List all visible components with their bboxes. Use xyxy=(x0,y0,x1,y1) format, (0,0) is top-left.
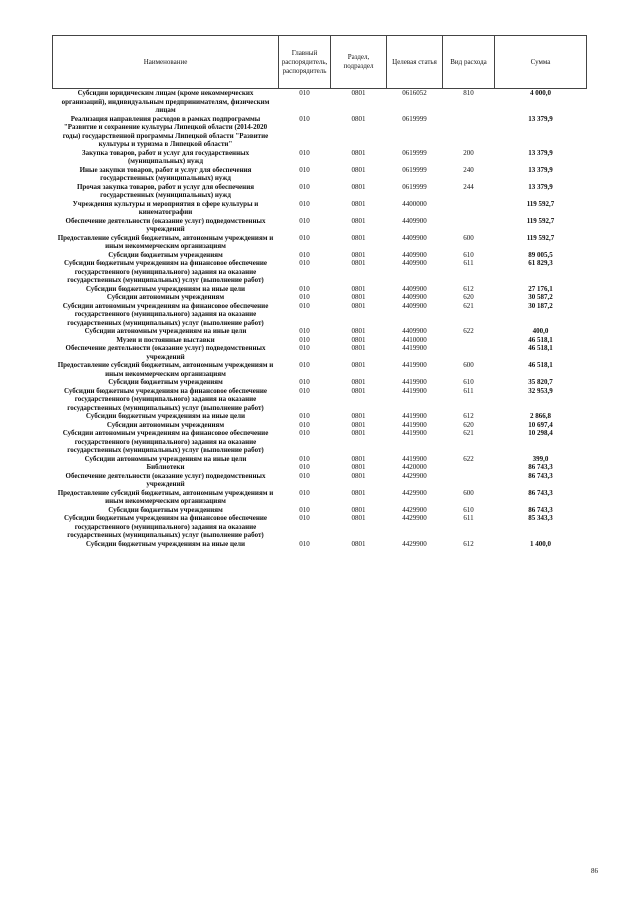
row-celevaya: 4419900 xyxy=(402,454,427,463)
row-razdel: 0801 xyxy=(351,539,366,548)
table-row xyxy=(53,412,587,421)
row-razdel: 0801 xyxy=(351,284,366,293)
budget-table xyxy=(52,35,587,548)
table-body xyxy=(53,89,587,549)
row-celevaya: 4409900 xyxy=(402,301,427,310)
row-vid: 620 xyxy=(463,420,474,429)
row-celevaya: 4410000 xyxy=(402,335,427,344)
row-celevaya: 4419900 xyxy=(402,361,427,369)
header-glav: Главный распорядитель, распорядитель xyxy=(279,36,331,89)
row-glav: 010 xyxy=(299,344,310,352)
row-glav: 010 xyxy=(299,412,310,420)
row-vid: 600 xyxy=(463,488,474,497)
row-summa: 86 743,3 xyxy=(528,488,553,497)
table-row xyxy=(53,540,587,549)
table-row xyxy=(53,344,587,361)
row-celevaya: 4420000 xyxy=(402,463,427,471)
table-row xyxy=(53,302,587,328)
row-glav: 010 xyxy=(299,199,310,208)
row-celevaya: 4419900 xyxy=(402,429,427,437)
row-vid: 600 xyxy=(463,233,474,242)
row-glav: 010 xyxy=(299,454,310,463)
row-name: Иные закупки товаров, работ и услуг для обеспечения государственных (муниципальных) нужд xyxy=(79,165,252,182)
row-vid: 810 xyxy=(463,89,474,97)
row-summa: 2 866,8 xyxy=(530,412,551,420)
row-razdel: 0801 xyxy=(351,471,366,480)
table-row xyxy=(53,387,587,413)
row-celevaya: 4409900 xyxy=(402,327,427,335)
row-razdel: 0801 xyxy=(351,386,366,395)
row-summa: 13 379,9 xyxy=(528,114,553,123)
table-row xyxy=(53,455,587,464)
row-razdel: 0801 xyxy=(351,148,366,157)
header-summa: Сумма xyxy=(495,36,587,89)
table-row xyxy=(53,166,587,183)
table-header xyxy=(53,36,587,89)
row-name: Субсидии юридическим лицам (кроме некоммерческих организаций), индивидуальным предпринимателям, физическим лицам xyxy=(61,89,270,114)
row-razdel: 0801 xyxy=(351,250,366,259)
row-razdel: 0801 xyxy=(351,216,366,225)
row-name: Субсидии бюджетным учреждениям на финансовое обеспечение государственного (муниципального) задания на оказание государственных (муниципальных) услуг (выполнение работ) xyxy=(63,259,267,284)
row-name: Субсидии автономным учреждениям xyxy=(106,420,225,429)
row-celevaya: 0616052 xyxy=(402,89,427,97)
row-name: Субсидии автономным учреждениям на иные цели xyxy=(84,327,247,335)
row-vid: 620 xyxy=(463,293,474,301)
row-name: Субсидии автономным учреждениям на финансовое обеспечение государственного (муниципального) задания на оказание государственных (муниципальных) услуг (выполнение работ) xyxy=(62,301,269,327)
row-razdel: 0801 xyxy=(351,199,366,208)
row-vid xyxy=(443,472,495,489)
row-name: Субсидии бюджетным учреждениям на иные цели xyxy=(85,539,246,548)
row-summa: 32 953,9 xyxy=(528,386,553,395)
row-name: Прочая закупка товаров, работ и услуг для обеспечения государственных (муниципальных) нужд xyxy=(76,182,255,199)
table-row xyxy=(53,293,587,302)
row-celevaya: 0619999 xyxy=(402,114,427,123)
row-glav: 010 xyxy=(299,259,310,267)
table-row xyxy=(53,183,587,200)
row-razdel: 0801 xyxy=(351,488,366,497)
row-summa: 13 379,9 xyxy=(528,182,553,191)
row-vid: 612 xyxy=(463,412,474,420)
row-razdel: 0801 xyxy=(351,412,366,420)
row-razdel: 0801 xyxy=(351,165,366,174)
row-summa: 400,0 xyxy=(532,327,549,335)
header-celevaya: Целевая статья xyxy=(387,36,443,89)
row-celevaya: 4400000 xyxy=(402,199,427,208)
row-glav: 010 xyxy=(299,182,310,191)
row-vid xyxy=(443,200,495,217)
row-summa: 85 343,3 xyxy=(528,514,553,522)
row-summa: 61 829,3 xyxy=(528,259,553,267)
row-vid: 200 xyxy=(463,148,474,157)
row-summa: 46 518,1 xyxy=(528,335,553,344)
row-name: Субсидии автономным учреждениям xyxy=(106,293,225,301)
table-row xyxy=(53,115,587,149)
row-glav: 010 xyxy=(299,114,310,123)
row-glav: 010 xyxy=(299,361,310,369)
row-celevaya: 4419900 xyxy=(402,378,427,386)
table-row xyxy=(53,200,587,217)
row-razdel: 0801 xyxy=(351,344,366,352)
table-row xyxy=(53,89,587,115)
row-vid: 244 xyxy=(463,182,474,191)
row-name: Предоставление субсидий бюджетным, автономным учреждениям и иным некоммерческим организациям xyxy=(57,233,274,250)
row-razdel: 0801 xyxy=(351,114,366,123)
row-celevaya: 4419900 xyxy=(402,386,427,395)
row-vid: 612 xyxy=(463,284,474,293)
row-summa: 13 379,9 xyxy=(528,148,553,157)
row-razdel: 0801 xyxy=(351,429,366,437)
row-name: Субсидии бюджетным учреждениям на финансовое обеспечение государственного (муниципального) задания на оказание государственных (муниципальных) услуг (выполнение работ) xyxy=(63,386,267,412)
row-celevaya: 4419900 xyxy=(402,420,427,429)
row-glav: 010 xyxy=(299,488,310,497)
row-glav: 010 xyxy=(299,148,310,157)
header-vid: Вид расхода xyxy=(443,36,495,89)
row-summa: 86 743,3 xyxy=(528,505,553,514)
table-row xyxy=(53,234,587,251)
row-celevaya: 4409900 xyxy=(402,216,427,225)
row-celevaya: 0619999 xyxy=(402,148,427,157)
row-vid xyxy=(443,463,495,472)
row-celevaya: 4429900 xyxy=(402,488,427,497)
row-name: Обеспечение деятельности (оказание услуг) подведомственных учреждений xyxy=(65,471,266,488)
row-summa: 46 518,1 xyxy=(528,344,553,352)
row-summa: 46 518,1 xyxy=(528,361,553,369)
row-razdel: 0801 xyxy=(351,454,366,463)
row-glav: 010 xyxy=(299,233,310,242)
row-celevaya: 4419900 xyxy=(402,412,427,420)
page-number: 86 xyxy=(591,867,598,875)
table-row xyxy=(53,421,587,430)
row-summa: 13 379,9 xyxy=(528,165,553,174)
row-name: Обеспечение деятельности (оказание услуг) подведомственных учреждений xyxy=(65,344,266,361)
row-name: Предоставление субсидий бюджетным, автономным учреждениям и иным некоммерческим организациям xyxy=(57,361,274,378)
row-name: Субсидии автономным учреждениям на финансовое обеспечение государственного (муниципального) задания на оказание государственных (муниципальных) услуг (выполнение работ) xyxy=(62,429,269,454)
row-summa: 119 592,7 xyxy=(526,233,555,242)
row-name: Субсидии автономным учреждениям на иные цели xyxy=(84,454,247,463)
row-glav: 010 xyxy=(299,335,310,344)
row-celevaya: 4419900 xyxy=(402,344,427,352)
row-razdel: 0801 xyxy=(351,463,366,471)
row-summa: 86 743,3 xyxy=(528,471,553,480)
row-celevaya: 4409900 xyxy=(402,284,427,293)
row-glav: 010 xyxy=(299,471,310,480)
table-row xyxy=(53,514,587,540)
row-razdel: 0801 xyxy=(351,89,366,97)
row-vid: 610 xyxy=(463,505,474,514)
row-name: Предоставление субсидий бюджетным, автономным учреждениям и иным некоммерческим организациям xyxy=(57,488,274,505)
row-celevaya: 4409900 xyxy=(402,259,427,267)
row-glav: 010 xyxy=(299,514,310,522)
row-glav: 010 xyxy=(299,293,310,301)
table-row xyxy=(53,361,587,378)
row-glav: 010 xyxy=(299,284,310,293)
row-glav: 010 xyxy=(299,165,310,174)
row-vid xyxy=(443,336,495,345)
row-razdel: 0801 xyxy=(351,182,366,191)
row-vid xyxy=(443,217,495,234)
row-summa: 10 697,4 xyxy=(528,420,553,429)
row-name: Субсидии бюджетным учреждениям на финансовое обеспечение государственного (муниципального) задания на оказание государственных (муниципальных) услуг (выполнение работ) xyxy=(63,514,267,539)
row-vid: 610 xyxy=(463,250,474,259)
row-summa: 10 298,4 xyxy=(528,429,553,437)
row-celevaya: 4429900 xyxy=(402,471,427,480)
row-summa: 119 592,7 xyxy=(526,199,555,208)
row-celevaya: 4409900 xyxy=(402,250,427,259)
row-glav: 010 xyxy=(299,89,310,97)
row-razdel: 0801 xyxy=(351,361,366,369)
row-glav: 010 xyxy=(299,301,310,310)
row-celevaya: 4429900 xyxy=(402,505,427,514)
row-razdel: 0801 xyxy=(351,335,366,344)
table-row xyxy=(53,149,587,166)
row-name: Библиотеки xyxy=(146,463,185,471)
row-celevaya: 4429900 xyxy=(402,539,427,548)
row-razdel: 0801 xyxy=(351,293,366,301)
row-celevaya: 4409900 xyxy=(402,293,427,301)
row-vid xyxy=(443,115,495,149)
table-row xyxy=(53,463,587,472)
row-glav: 010 xyxy=(299,378,310,386)
row-razdel: 0801 xyxy=(351,327,366,335)
row-summa: 399,0 xyxy=(532,454,549,463)
row-razdel: 0801 xyxy=(351,378,366,386)
row-vid: 600 xyxy=(463,361,474,369)
row-celevaya: 0619999 xyxy=(402,165,427,174)
table-row xyxy=(53,472,587,489)
table-row xyxy=(53,336,587,345)
row-name: Субсидии бюджетным учреждениям xyxy=(108,378,223,386)
row-summa: 86 743,3 xyxy=(528,463,553,471)
row-name: Музеи и постоянные выставки xyxy=(116,335,215,344)
header-name: Наименование xyxy=(53,36,279,89)
row-vid: 240 xyxy=(463,165,474,174)
row-glav: 010 xyxy=(299,386,310,395)
row-vid: 621 xyxy=(463,429,474,437)
row-vid: 611 xyxy=(463,386,474,395)
row-summa: 1 400,0 xyxy=(530,539,551,548)
row-razdel: 0801 xyxy=(351,420,366,429)
row-vid: 610 xyxy=(463,378,474,386)
row-razdel: 0801 xyxy=(351,259,366,267)
row-name: Закупка товаров, работ и услуг для государственных (муниципальных) нужд xyxy=(81,148,250,165)
row-celevaya: 4429900 xyxy=(402,514,427,522)
table-row xyxy=(53,506,587,515)
row-summa: 30 587,2 xyxy=(528,293,553,301)
row-vid: 621 xyxy=(463,301,474,310)
row-summa: 35 820,7 xyxy=(528,378,553,386)
row-celevaya: 0619999 xyxy=(402,182,427,191)
row-summa: 27 176,1 xyxy=(528,284,553,293)
row-razdel: 0801 xyxy=(351,233,366,242)
row-glav: 010 xyxy=(299,327,310,335)
row-name: Реализация направления расходов в рамках подпрограммы "Развитие и сохранение культуры Липецкой области (2014-2020 годы) государственной программы Липецкой области "Развитие культуры и туризма в Липецкой области" xyxy=(62,114,269,148)
row-name: Учреждения культуры и мероприятия в сфере культуры и кинематографии xyxy=(72,199,259,216)
table-row xyxy=(53,217,587,234)
row-summa: 4 000,0 xyxy=(530,89,551,97)
row-name: Обеспечение деятельности (оказание услуг) подведомственных учреждений xyxy=(65,216,266,233)
row-name: Субсидии бюджетным учреждениям xyxy=(108,505,223,514)
row-glav: 010 xyxy=(299,539,310,548)
table-row xyxy=(53,489,587,506)
row-glav: 010 xyxy=(299,250,310,259)
row-razdel: 0801 xyxy=(351,301,366,310)
table-row xyxy=(53,429,587,455)
row-glav: 010 xyxy=(299,429,310,437)
table-row xyxy=(53,259,587,285)
row-name: Субсидии бюджетным учреждениям на иные цели xyxy=(85,412,246,420)
row-name: Субсидии бюджетным учреждениям xyxy=(108,250,223,259)
row-glav: 010 xyxy=(299,420,310,429)
row-summa: 30 187,2 xyxy=(528,301,553,310)
header-razdel: Раздел, подраздел xyxy=(331,36,387,89)
table-row xyxy=(53,378,587,387)
row-razdel: 0801 xyxy=(351,514,366,522)
row-glav: 010 xyxy=(299,216,310,225)
header-row xyxy=(53,36,587,89)
row-celevaya: 4409900 xyxy=(402,233,427,242)
row-vid: 612 xyxy=(463,539,474,548)
row-razdel: 0801 xyxy=(351,505,366,514)
table-row xyxy=(53,285,587,294)
row-vid: 611 xyxy=(463,514,474,522)
table-row xyxy=(53,251,587,260)
row-glav: 010 xyxy=(299,505,310,514)
row-vid: 611 xyxy=(463,259,474,267)
row-vid: 622 xyxy=(463,454,474,463)
row-name: Субсидии бюджетным учреждениям на иные цели xyxy=(85,284,246,293)
table-row xyxy=(53,327,587,336)
row-summa: 119 592,7 xyxy=(526,216,555,225)
row-summa: 89 005,5 xyxy=(528,250,553,259)
row-vid: 622 xyxy=(463,327,474,335)
row-glav: 010 xyxy=(299,463,310,471)
row-vid xyxy=(443,344,495,361)
